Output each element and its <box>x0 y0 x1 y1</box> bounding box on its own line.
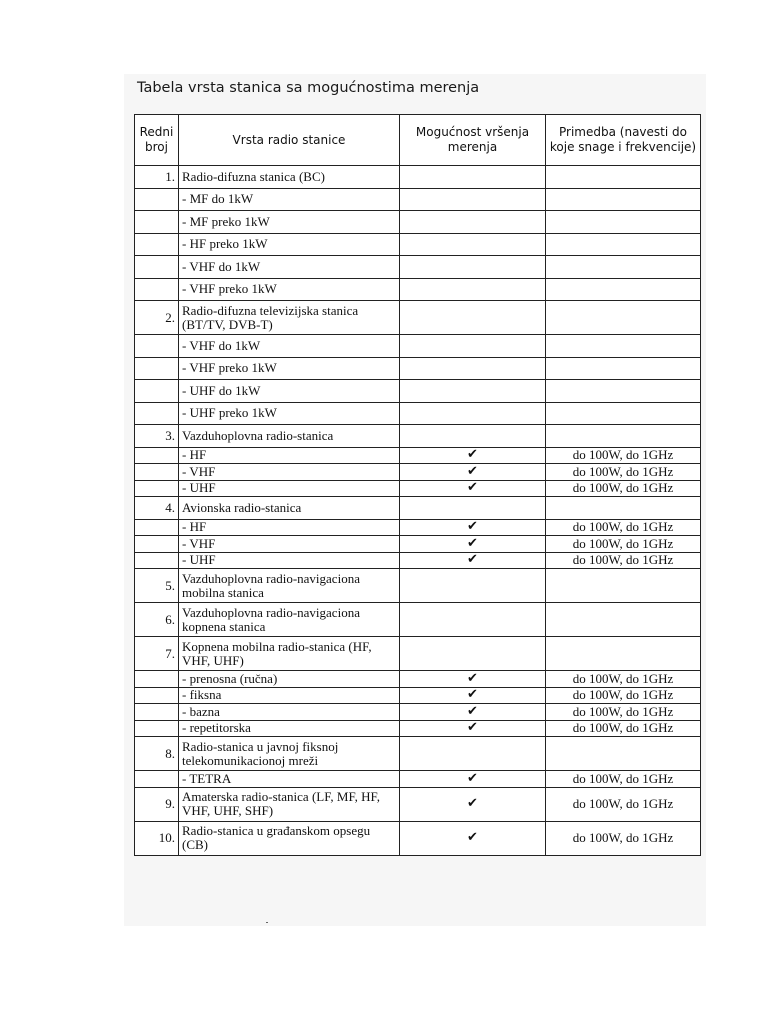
remark: do 100W, do 1GHz <box>546 687 701 704</box>
row-number <box>135 335 179 358</box>
remark: do 100W, do 1GHz <box>546 480 701 497</box>
row-number: 6. <box>135 603 179 637</box>
station-type: - bazna <box>179 704 400 721</box>
table-row <box>135 256 701 279</box>
station-type: - UHF do 1kW <box>179 380 400 403</box>
station-type: - VHF do 1kW <box>179 256 400 279</box>
station-type: - VHF preko 1kW <box>179 357 400 380</box>
row-number: 7. <box>135 637 179 671</box>
check-icon <box>400 637 546 671</box>
table-row <box>135 464 701 481</box>
row-number <box>135 720 179 737</box>
remark <box>546 569 701 603</box>
remark: do 100W, do 1GHz <box>546 447 701 464</box>
row-number: 9. <box>135 787 179 821</box>
row-number <box>135 480 179 497</box>
station-type: - VHF <box>179 536 400 553</box>
table-row <box>135 637 701 671</box>
row-number: 10. <box>135 821 179 855</box>
row-number <box>135 519 179 536</box>
row-number: 2. <box>135 301 179 335</box>
check-icon <box>400 425 546 448</box>
station-type: - VHF preko 1kW <box>179 278 400 301</box>
station-type: - UHF <box>179 552 400 569</box>
remark <box>546 166 701 189</box>
check-icon <box>400 278 546 301</box>
check-icon <box>400 301 546 335</box>
check-icon <box>400 357 546 380</box>
table-row <box>135 301 701 335</box>
row-number <box>135 211 179 234</box>
station-type: - HF <box>179 519 400 536</box>
check-icon: ✔ <box>400 704 546 721</box>
header-vrsta-radio-stanice: Vrsta radio stanice <box>179 115 400 166</box>
remark: do 100W, do 1GHz <box>546 704 701 721</box>
remark <box>546 603 701 637</box>
row-number <box>135 447 179 464</box>
stations-table <box>134 114 701 856</box>
check-icon <box>400 569 546 603</box>
row-number <box>135 552 179 569</box>
table-row <box>135 720 701 737</box>
check-icon <box>400 233 546 256</box>
remark <box>546 380 701 403</box>
table-row <box>135 402 701 425</box>
check-icon <box>400 603 546 637</box>
station-type: Avionska radio-stanica <box>179 497 400 520</box>
remark: do 100W, do 1GHz <box>546 821 701 855</box>
station-type: Amaterska radio-stanica (LF, MF, HF, VHF, UHF, SHF) <box>179 787 400 821</box>
table-row <box>135 569 701 603</box>
station-type: - HF preko 1kW <box>179 233 400 256</box>
row-number <box>135 402 179 425</box>
table-row <box>135 787 701 821</box>
row-number <box>135 357 179 380</box>
table-row <box>135 704 701 721</box>
check-icon: ✔ <box>400 671 546 688</box>
table-header-row <box>135 115 701 166</box>
remark: do 100W, do 1GHz <box>546 671 701 688</box>
row-number <box>135 188 179 211</box>
table-row <box>135 188 701 211</box>
station-type: Vazduhoplovna radio-navigaciona mobilna stanica <box>179 569 400 603</box>
row-number <box>135 233 179 256</box>
table-row <box>135 737 701 771</box>
table-row <box>135 211 701 234</box>
check-icon: ✔ <box>400 821 546 855</box>
table-row <box>135 166 701 189</box>
table-row <box>135 687 701 704</box>
check-icon <box>400 188 546 211</box>
check-icon <box>400 335 546 358</box>
check-icon: ✔ <box>400 720 546 737</box>
table-row <box>135 233 701 256</box>
header-redni-broj: Redni broj <box>135 115 179 166</box>
remark <box>546 278 701 301</box>
remark <box>546 357 701 380</box>
table-row <box>135 497 701 520</box>
remark <box>546 497 701 520</box>
check-icon <box>400 256 546 279</box>
row-number <box>135 671 179 688</box>
scan-speck <box>266 922 268 923</box>
check-icon: ✔ <box>400 787 546 821</box>
remark <box>546 402 701 425</box>
table-row <box>135 603 701 637</box>
remark: do 100W, do 1GHz <box>546 519 701 536</box>
table-row <box>135 278 701 301</box>
row-number: 8. <box>135 737 179 771</box>
table-row <box>135 335 701 358</box>
station-type: Radio-difuzna stanica (BC) <box>179 166 400 189</box>
row-number: 4. <box>135 497 179 520</box>
remark <box>546 233 701 256</box>
row-number <box>135 464 179 481</box>
row-number: 5. <box>135 569 179 603</box>
check-icon: ✔ <box>400 771 546 788</box>
station-type: - UHF preko 1kW <box>179 402 400 425</box>
station-type: Vazduhoplovna radio-stanica <box>179 425 400 448</box>
table-row <box>135 357 701 380</box>
check-icon: ✔ <box>400 447 546 464</box>
check-icon: ✔ <box>400 536 546 553</box>
check-icon <box>400 402 546 425</box>
station-type: Radio-difuzna televizijska stanica (BT/TV, DVB-T) <box>179 301 400 335</box>
station-type: - MF preko 1kW <box>179 211 400 234</box>
page-title: Tabela vrsta stanica sa mogućnostima merenja <box>137 80 480 96</box>
table-row <box>135 771 701 788</box>
station-type: Radio-stanica u građanskom opsegu (CB) <box>179 821 400 855</box>
remark: do 100W, do 1GHz <box>546 536 701 553</box>
row-number: 3. <box>135 425 179 448</box>
check-icon: ✔ <box>400 552 546 569</box>
station-type: - VHF <box>179 464 400 481</box>
remark <box>546 188 701 211</box>
row-number <box>135 536 179 553</box>
remark <box>546 737 701 771</box>
remark: do 100W, do 1GHz <box>546 720 701 737</box>
table-row <box>135 425 701 448</box>
station-type: - UHF <box>179 480 400 497</box>
remark <box>546 256 701 279</box>
remark <box>546 425 701 448</box>
table-row <box>135 536 701 553</box>
header-mogucnost-merenja: Mogućnost vršenja merenja <box>400 115 546 166</box>
station-type: - HF <box>179 447 400 464</box>
table-row <box>135 552 701 569</box>
station-type: Vazduhoplovna radio-navigaciona kopnena stanica <box>179 603 400 637</box>
row-number <box>135 704 179 721</box>
check-icon <box>400 211 546 234</box>
check-icon: ✔ <box>400 480 546 497</box>
station-type: - MF do 1kW <box>179 188 400 211</box>
station-type: - repetitorska <box>179 720 400 737</box>
check-icon: ✔ <box>400 519 546 536</box>
station-type: - VHF do 1kW <box>179 335 400 358</box>
remark <box>546 335 701 358</box>
station-type: Kopnena mobilna radio-stanica (HF, VHF, UHF) <box>179 637 400 671</box>
check-icon <box>400 380 546 403</box>
table-row <box>135 671 701 688</box>
remark: do 100W, do 1GHz <box>546 787 701 821</box>
table-row <box>135 380 701 403</box>
check-icon <box>400 737 546 771</box>
row-number <box>135 380 179 403</box>
check-icon: ✔ <box>400 464 546 481</box>
row-number <box>135 687 179 704</box>
station-type: - fiksna <box>179 687 400 704</box>
remark: do 100W, do 1GHz <box>546 771 701 788</box>
row-number <box>135 256 179 279</box>
row-number: 1. <box>135 166 179 189</box>
table-row <box>135 447 701 464</box>
station-type: - TETRA <box>179 771 400 788</box>
remark <box>546 211 701 234</box>
remark: do 100W, do 1GHz <box>546 464 701 481</box>
row-number <box>135 278 179 301</box>
remark <box>546 301 701 335</box>
station-type: Radio-stanica u javnoj fiksnoj telekomunikacionoj mreži <box>179 737 400 771</box>
header-primedba: Primedba (navesti do koje snage i frekvencije) <box>546 115 701 166</box>
row-number <box>135 771 179 788</box>
table-row <box>135 519 701 536</box>
table-row <box>135 480 701 497</box>
remark: do 100W, do 1GHz <box>546 552 701 569</box>
check-icon <box>400 497 546 520</box>
check-icon: ✔ <box>400 687 546 704</box>
remark <box>546 637 701 671</box>
table-row <box>135 821 701 855</box>
station-type: - prenosna (ručna) <box>179 671 400 688</box>
check-icon <box>400 166 546 189</box>
